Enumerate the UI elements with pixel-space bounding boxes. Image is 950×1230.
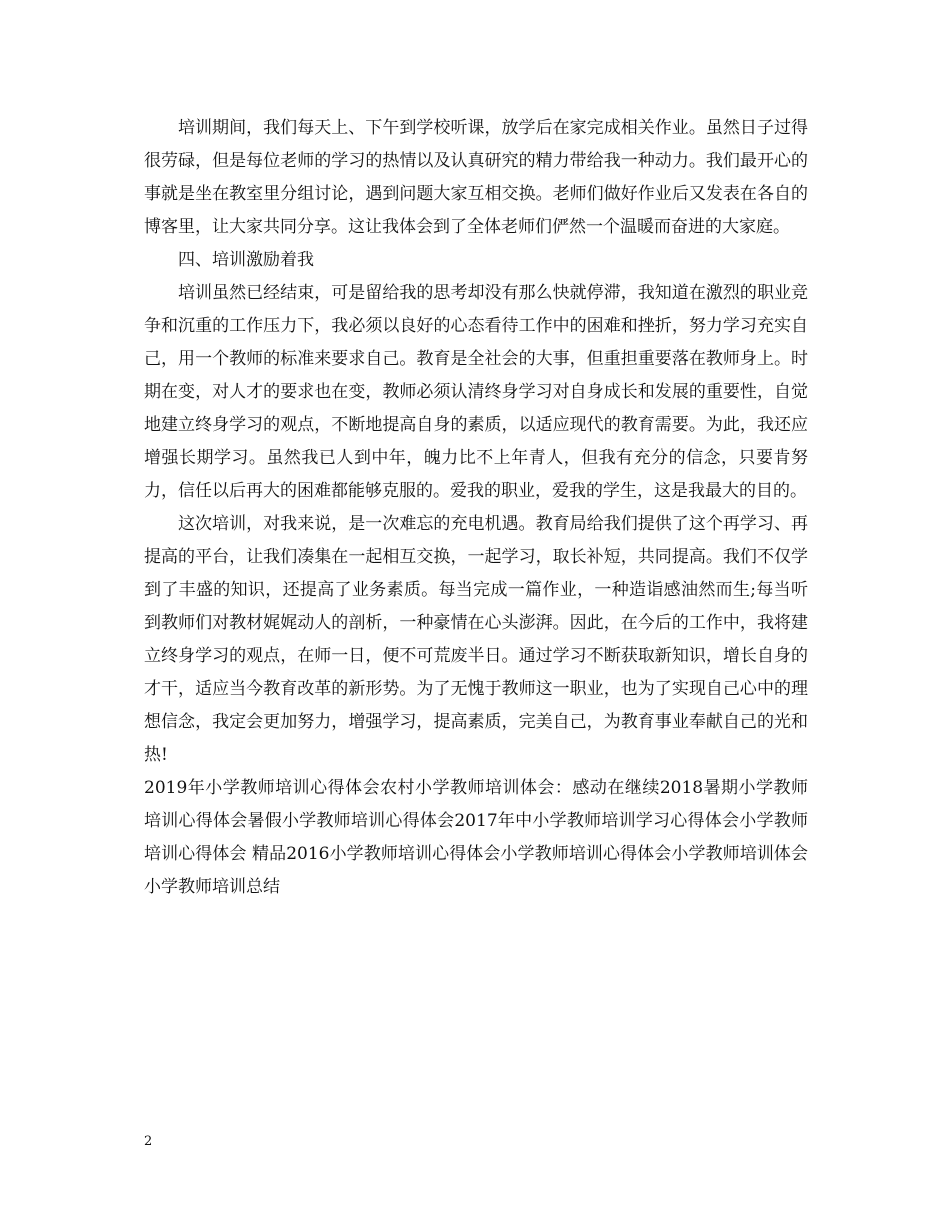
section-heading-4: 四、培训激励着我 [178,250,314,270]
related-links-text: 2019年小学教师培训心得体会农村小学教师培训体会：感动在继续2018暑期小学教师培训心得体会暑假小学教师培训心得体会2017年中小学教师培训学习心得体会小学教师培训心得体会 精品2016小学教师培训心得体会小学教师培训心得体会小学教师培训体会小学教师培训总结 [144,778,808,897]
document-body [144,112,808,904]
paragraph-training-period: 培训期间，我们每天上、下午到学校听课，放学后在家完成相关作业。虽然日子过得很劳碌，但是每位老师的学习的热情以及认真研究的精力带给我一种动力。我们最开心的事就是坐在教室里分组讨论，遇到问题大家互相交换。老师们做好作业后又发表在各自的博客里，让大家共同分享。这让我体会到了全体老师们俨然一个温暖而奋进的大家庭。 [144,118,808,237]
paragraph-conclusion: 这次培训，对我来说，是一次难忘的充电机遇。教育局给我们提供了这个再学习、再提高的平台，让我们凑集在一起相互交换，一起学习，取长补短，共同提高。我们不仅学到了丰盛的知识，还提高了业务素质。每当完成一篇作业，一种造诣感油然而生;每当听到教师们对教材娓娓动人的剖析，一种豪情在心头澎湃。因此，在今后的工作中，我将建立终身学习的观点，在师一日，便不可荒废半日。通过学习不断获取新知识，增长自身的才干，适应当今教育改革的新形势。为了无愧于教师这一职业，也为了实现自己心中的理想信念，我定会更加努力，增强学习，提高素质，完美自己，为教育事业奉献自己的光和热! [144,514,808,765]
page-number: 2 [144,1134,153,1149]
paragraph-reflection: 培训虽然已经结束，可是留给我的思考却没有那么快就停滞，我知道在激烈的职业竞争和沉重的工作压力下，我必须以良好的心态看待工作中的困难和挫折，努力学习充实自己，用一个教师的标准来要求自己。教育是全社会的大事，但重担重要落在教师身上。时期在变，对人才的要求也在变，教师必须认清终身学习对自身成长和发展的重要性，自觉地建立终身学习的观点，不断地提高自身的素质，以适应现代的教育需要。为此，我还应增强长期学习。虽然我已人到中年，魄力比不上年青人，但我有充分的信念，只要肯努力，信任以后再大的困难都能够克服的。爱我的职业，爱我的学生，这是我最大的目的。 [144,283,808,501]
